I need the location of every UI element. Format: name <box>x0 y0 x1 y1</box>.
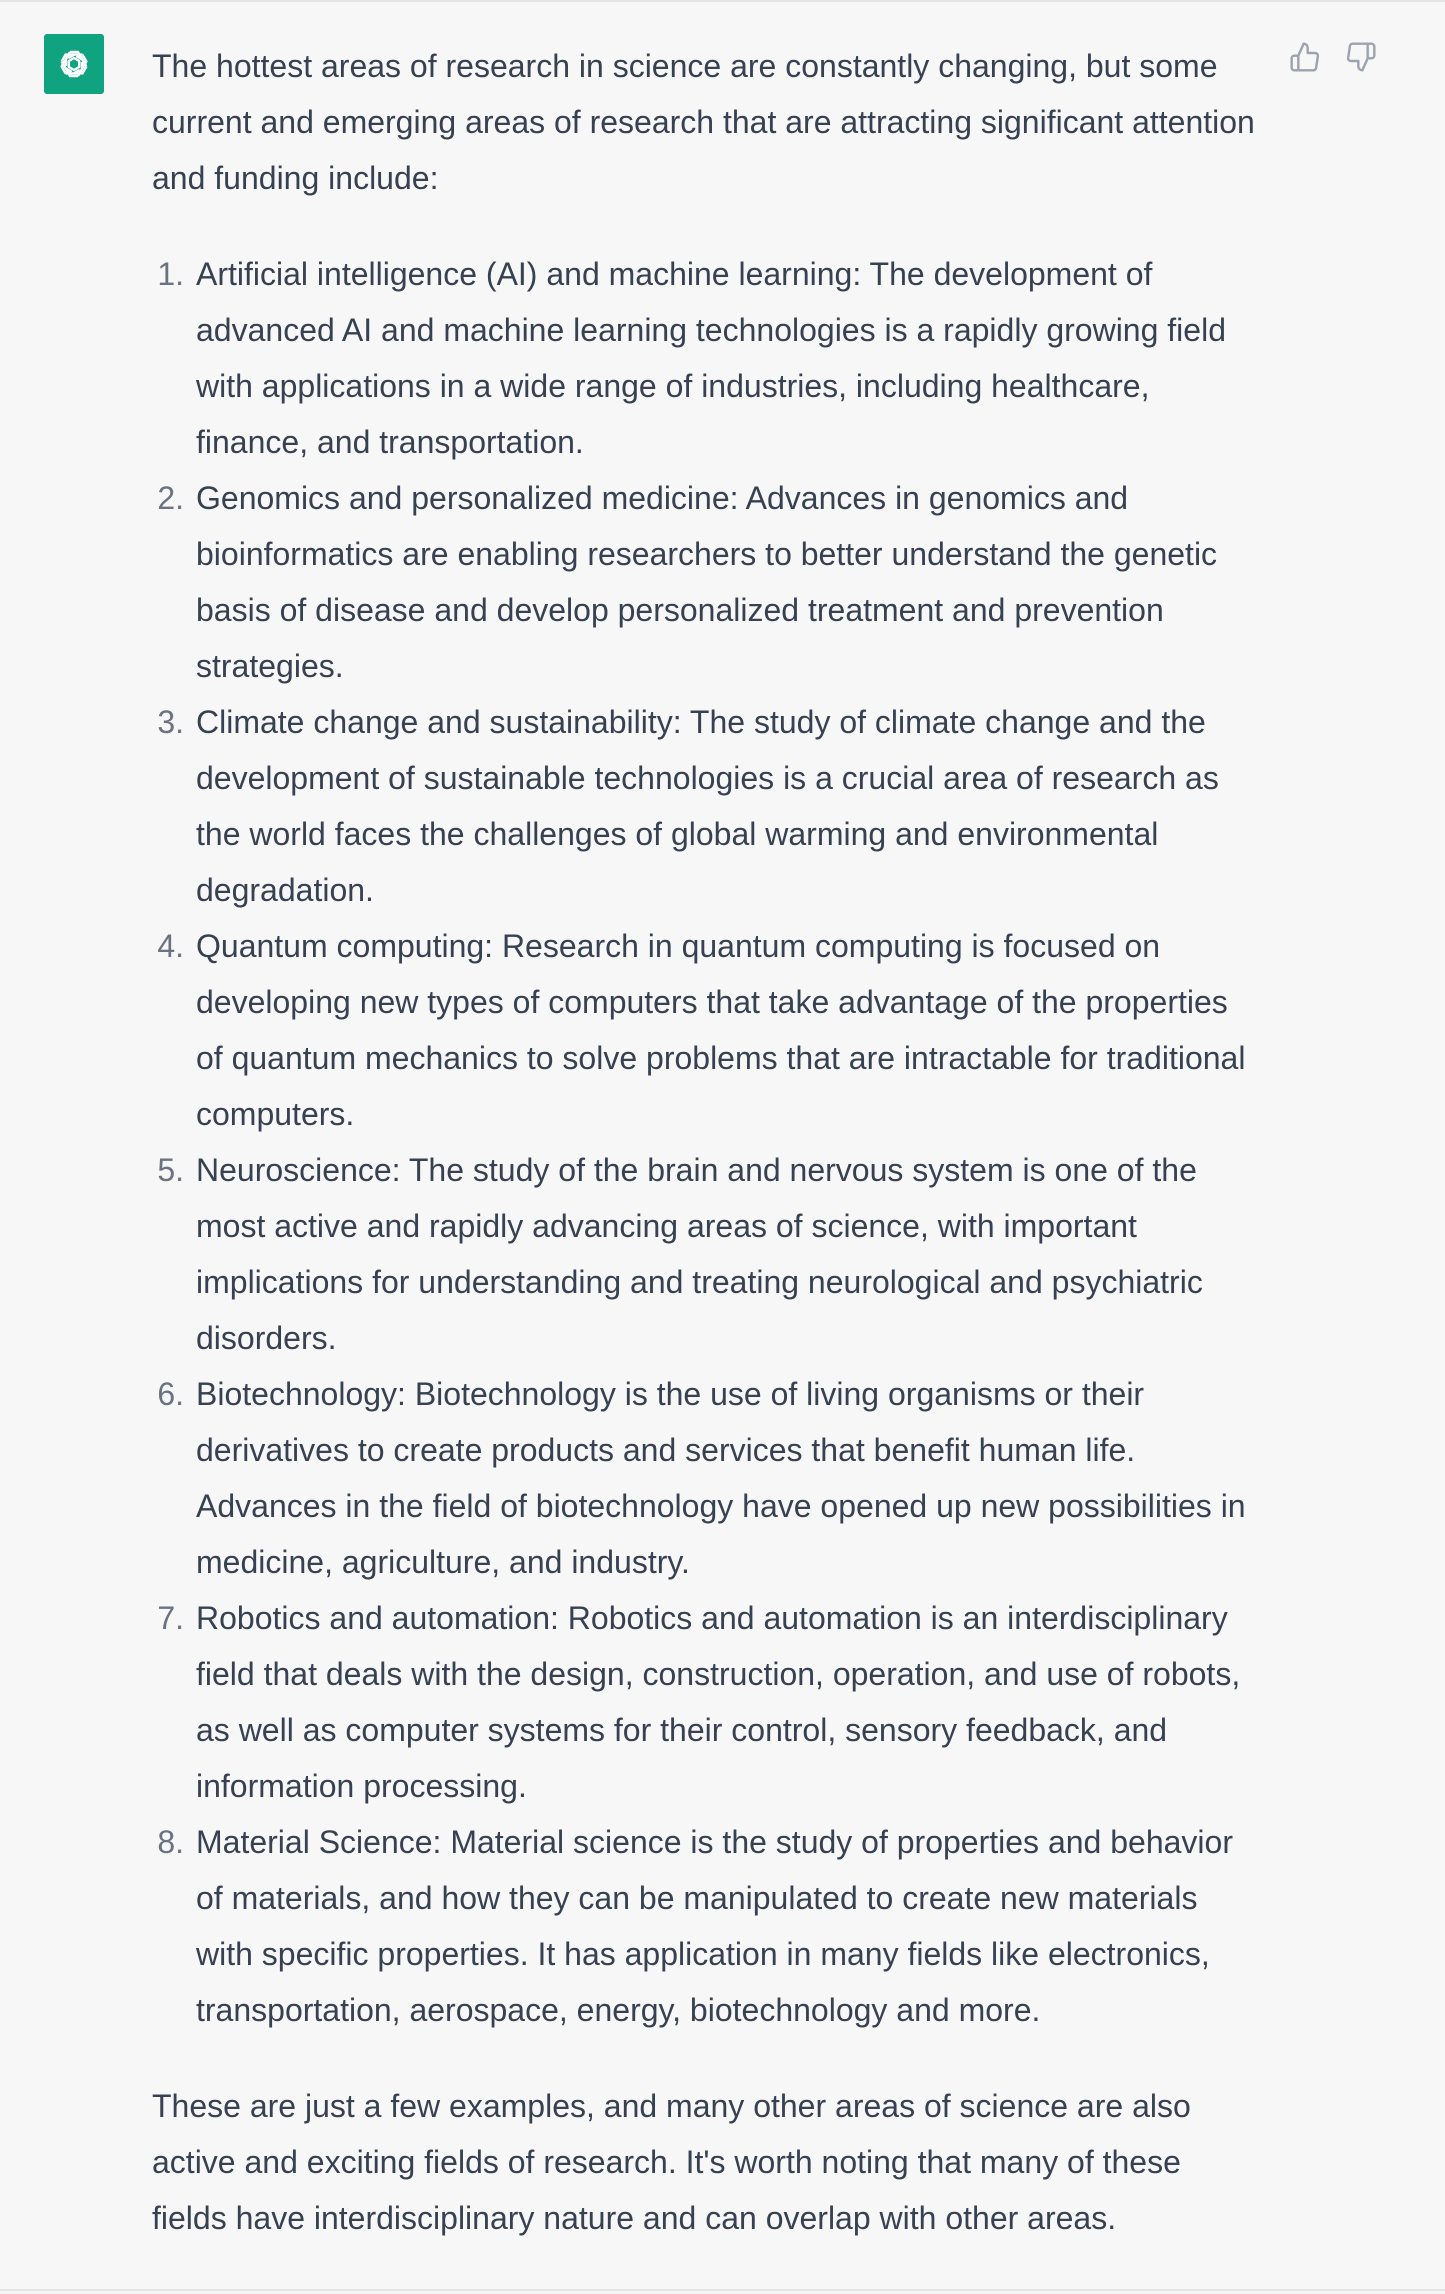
list-item-text: Climate change and sustainability: The study of climate change and the development of sustainable technologies is a crucial area of research as the world faces the challenges of global warming and environmental degradation. <box>196 704 1219 908</box>
list-item <box>152 1590 1262 1814</box>
list-item <box>152 694 1262 918</box>
list-item-text: Material Science: Material science is the study of properties and behavior of materials, and how they can be manipulated to create new materials with specific properties. It has application in many fields like electronics, transportation, aerospace, energy, biotechnology and more. <box>196 1824 1233 2028</box>
research-areas-list <box>152 246 1262 2038</box>
list-item-text: Genomics and personalized medicine: Advances in genomics and bioinformatics are enabling researchers to better understand the genetic basis of disease and develop personalized treatment and prevention strategies. <box>196 480 1218 684</box>
list-item <box>152 246 1262 470</box>
list-item <box>152 1814 1262 2038</box>
message-outro: These are just a few examples, and many other areas of science are also active and exciting fields of research. It's worth noting that many of these fields have interdisciplinary nature and can overlap with other areas. <box>152 2088 1191 2236</box>
thumbs-down-icon <box>1345 41 1377 73</box>
assistant-avatar <box>44 34 104 94</box>
list-item <box>152 1366 1262 1590</box>
list-item-number: 5. <box>157 1152 184 1188</box>
list-item-text: Neuroscience: The study of the brain and nervous system is one of the most active and rapidly advancing areas of science, with important implications for understanding and treating neurological and psychiatric disorders. <box>196 1152 1203 1356</box>
openai-logo-icon <box>54 44 94 84</box>
list-item-number: 6. <box>157 1376 184 1412</box>
top-divider <box>0 0 1445 2</box>
list-item <box>152 918 1262 1142</box>
list-item-text: Quantum computing: Research in quantum computing is focused on developing new types of computers that take advantage of the properties of quantum mechanics to solve problems that are intractable for traditional computers. <box>196 928 1246 1132</box>
thumbs-up-icon <box>1289 41 1321 73</box>
list-item-text: Biotechnology: Biotechnology is the use of living organisms or their derivatives to create products and services that benefit human life. Advances in the field of biotechnology have opened up new possibilities in medicine, agriculture, and industry. <box>196 1376 1246 1580</box>
list-item <box>152 470 1262 694</box>
list-item-number: 4. <box>157 928 184 964</box>
feedback-buttons <box>1288 40 1378 74</box>
list-item <box>152 1142 1262 1366</box>
list-item-number: 1. <box>157 256 184 292</box>
list-item-text: Robotics and automation: Robotics and automation is an interdisciplinary field that deals with the design, construction, operation, and use of robots, as well as computer systems for their control, sensory feedback, and information processing. <box>196 1600 1241 1804</box>
assistant-message <box>152 38 1262 2246</box>
list-item-number: 3. <box>157 704 184 740</box>
list-item-number: 2. <box>157 480 184 516</box>
list-item-text: Artificial intelligence (AI) and machine learning: The development of advanced AI and machine learning technologies is a rapidly growing field with applications in a wide range of industries, including healthcare, finance, and transportation. <box>196 256 1226 460</box>
bottom-divider <box>0 2289 1445 2291</box>
thumbs-down-button[interactable] <box>1344 40 1378 74</box>
list-item-number: 8. <box>157 1824 184 1860</box>
message-intro: The hottest areas of research in science are constantly changing, but some current and emerging areas of research that are attracting significant attention and funding include: <box>152 48 1255 196</box>
list-item-number: 7. <box>157 1600 184 1636</box>
thumbs-up-button[interactable] <box>1288 40 1322 74</box>
